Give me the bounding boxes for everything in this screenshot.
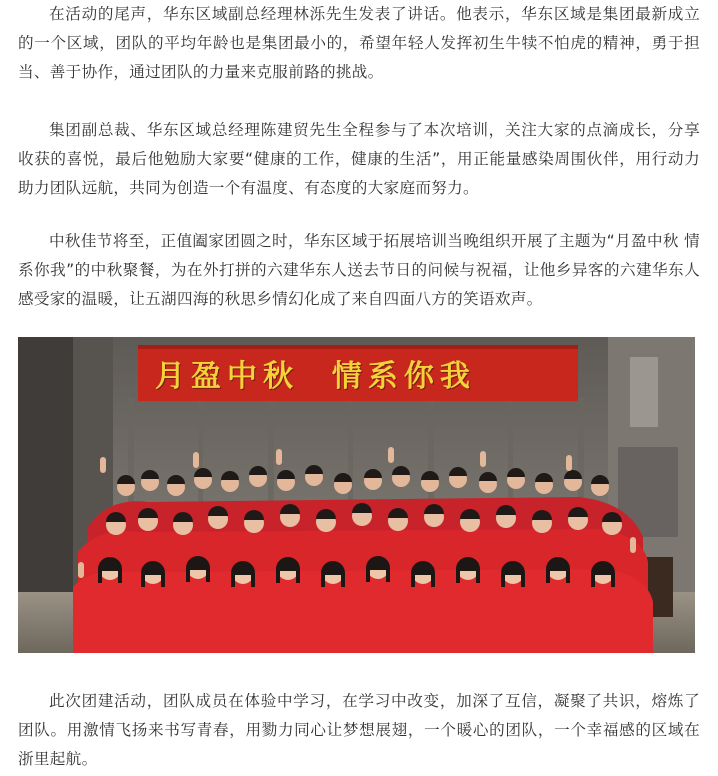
paragraph-conclusion: 此次团建活动，团队成员在体验中学习，在学习中改变，加深了互信，凝聚了共识，熔炼了团队。用激情飞扬来书写青春，用勠力同心让梦想展翅，一个暖心的团队，一个幸福感的区域在浙里起航。 bbox=[18, 692, 700, 768]
banner-text: 月盈中秋 情系你我 bbox=[155, 359, 476, 394]
group-photo bbox=[18, 337, 695, 653]
paragraph-vice-president: 集团副总裁、华东区域总经理陈建贸先生全程参与了本次培训，关注大家的点滴成长，分享收获的喜悦，最后他勉励大家要“健康的工作，健康的生活”，用正能量感染周围伙伴，用行动力助力团队远航，共同为创造一个有温度、有态度的大家庭而努力。 bbox=[18, 121, 700, 197]
paragraph-closing-speech: 在活动的尾声，华东区域副总经理林泺先生发表了讲话。他表示，华东区域是集团最新成立的一个区域，团队的平均年龄也是集团最小的，希望年轻人发挥初生牛犊不怕虎的精神，勇于担当、善于协作，通过团队的力量来克服前路的挑战。 bbox=[18, 5, 700, 81]
paragraph-mid-autumn: 中秋佳节将至，正值阖家团圆之时，华东区域于拓展培训当晚组织开展了主题为“月盈中秋 情系你我”的中秋聚餐，为在外打拼的六建华东人送去节日的问候与祝福，让他乡异客的六建华东人感受家的温暖，让五湖四海的秋思乡情幻化成了来自四面八方的笑语欢声。 bbox=[18, 232, 700, 308]
